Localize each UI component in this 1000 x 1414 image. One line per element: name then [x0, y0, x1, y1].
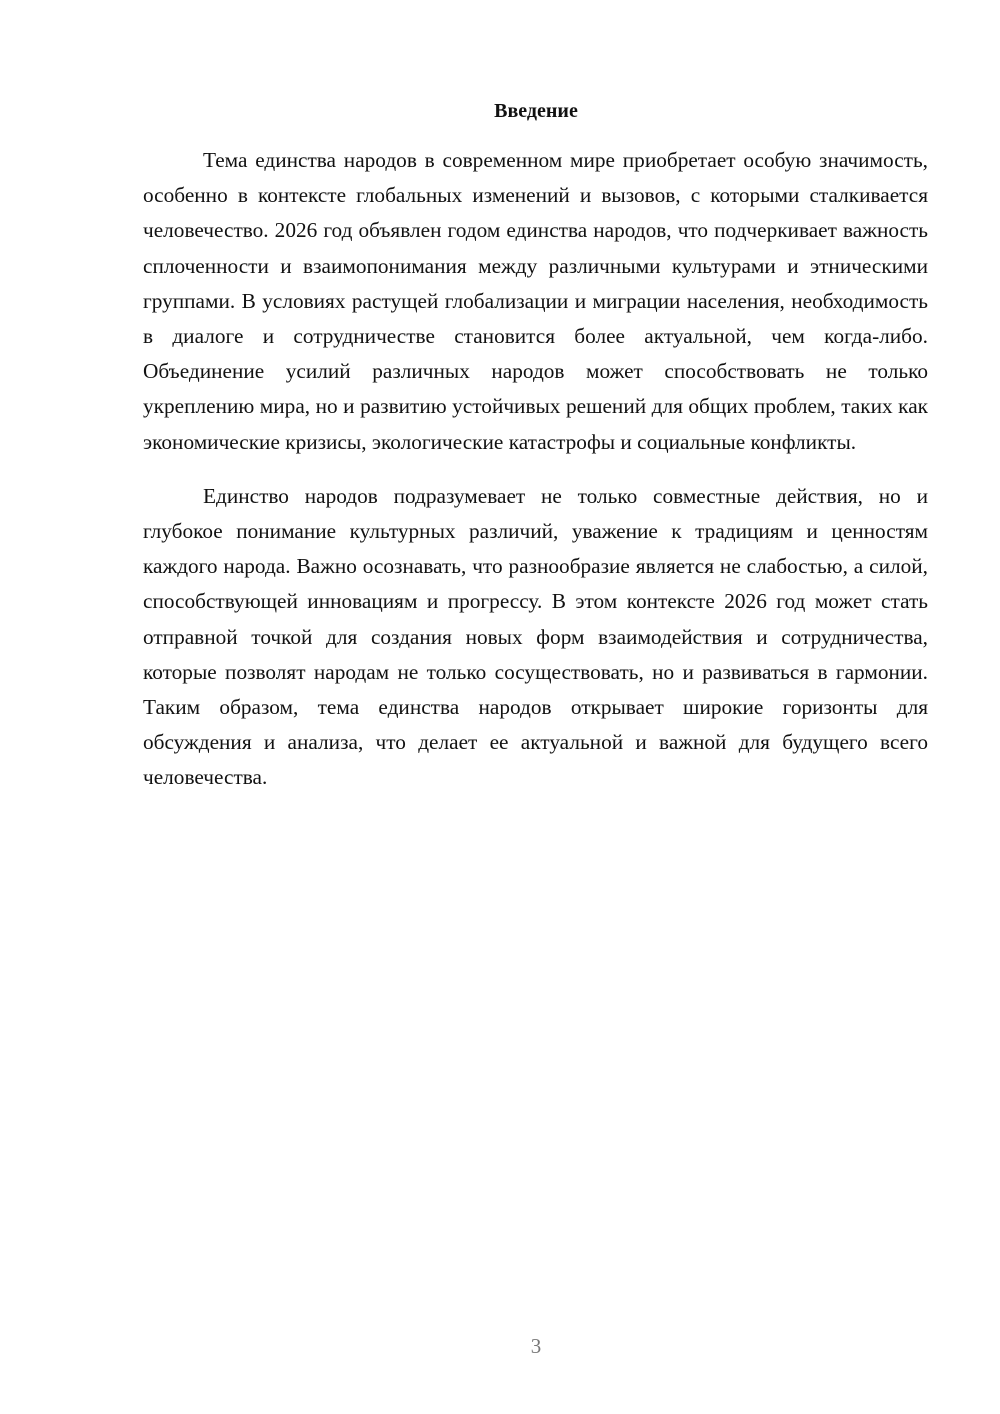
section-heading: Введение: [494, 100, 578, 122]
page-number: 3: [530, 1334, 542, 1358]
paragraph-1: Тема единства народов в современном мире приобретает особую значимость, особенно в контексте глобальных изменений и вызовов, с которыми сталкивается человечество. 2026 год объявлен годом единства народов, что подчеркивает важность сплоченности и взаимопонимания между различными культурами и этническими группами. В условиях растущей глобализации и миграции населения, необходимость в диалоге и сотрудничестве становится более актуальной, чем когда-либо. Объединение усилий различных народов может способствовать не только укреплению мира, но и развитию устойчивых решений для общих проблем, таких как экономические кризисы, экологические катастрофы и социальные конфликты.: [143, 148, 928, 454]
paragraph-2: Единство народов подразумевает не только совместные действия, но и глубокое понимание культурных различий, уважение к традициям и ценностям каждого народа. Важно осознавать, что разнообразие является не слабостью, а силой, способствующей инновациям и прогрессу. В этом контексте 2026 год может стать отправной точкой для создания новых форм взаимодействия и сотрудничества, которые позволят народам не только сосуществовать, но и развиваться в гармонии. Таким образом, тема единства народов открывает широкие горизонты для обсуждения и анализа, что делает ее актуальной и важной для будущего всего человечества.: [143, 483, 928, 790]
body-text: [143, 143, 928, 796]
